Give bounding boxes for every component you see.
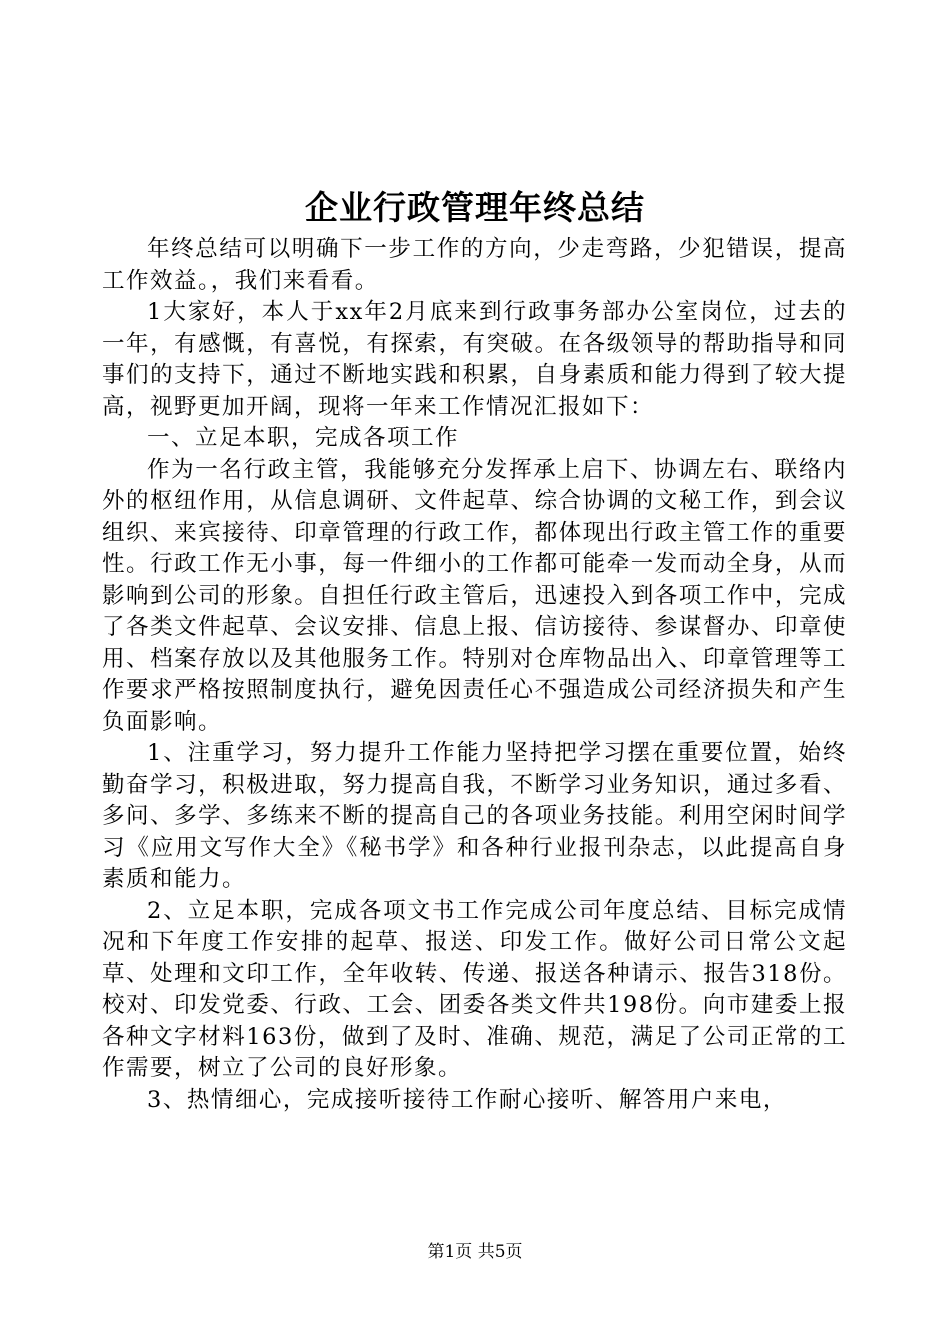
paragraph-item-3: 3、热情细心，完成接听接待工作耐心接听、解答用户来电， — [147, 1086, 787, 1113]
document-body — [102, 234, 847, 1116]
paragraph-item-1: 1、注重学习，努力提升工作能力坚持把学习摆在重要位置，始终勤奋学习，积极进取，努力提高自我，不断学习业务知识，通过多看、多问、多学、多练来不断的提高自己的各项业务技能。利用空闲时间学习《应用文写作大全》《秘书学》和各种行业报刊杂志，以此提高自身素质和能力。 — [102, 740, 847, 892]
paragraph-greeting: 1大家好，本人于xx年2月底来到行政事务部办公室岗位，过去的一年，有感慨，有喜悦，有探索，有突破。在各级领导的帮助指导和同事们的支持下，通过不断地实践和积累，自身素质和能力得到了较大提高，视野更加开阔，现将一年来工作情况汇报如下： — [102, 299, 847, 420]
paragraph-role: 作为一名行政主管，我能够充分发挥承上启下、协调左右、联络内外的枢纽作用，从信息调研、文件起草、综合协调的文秘工作，到会议组织、来宾接待、印章管理的行政工作，都体现出行政主管工作的重要性。行政工作无小事，每一件细小的工作都可能牵一发而动全身，从而影响到公司的形象。自担任行政主管后，迅速投入到各项工作中，完成了各类文件起草、会议安排、信息上报、信访接待、参谋督办、印章使用、档案存放以及其他服务工作。特别对仓库物品出入、印章管理等工作要求严格按照制度执行，避免因责任心不强造成公司经济损失和产生负面影响。 — [102, 456, 847, 735]
section-heading: 一、立足本职，完成各项工作 — [147, 425, 460, 451]
page-footer: 第1页 共5页 — [427, 1242, 523, 1262]
document-title: 企业行政管理年终总结 — [305, 188, 645, 227]
paragraph-item-2: 2、立足本职，完成各项文书工作完成公司年度总结、目标完成情况和下年度工作安排的起草、报送、印发工作。做好公司日常公文起草、处理和文印工作，全年收转、传递、报送各种请示、报告318份。校对、印发党委、行政、工会、团委各类文件共198份。向市建委上报各种文字材料163份，做到了及时、准确、规范，满足了公司正常的工作需要，树立了公司的良好形象。 — [102, 897, 847, 1081]
paragraph-intro: 年终总结可以明确下一步工作的方向，少走弯路，少犯错误，提高工作效益。，我们来看看。 — [102, 236, 847, 294]
